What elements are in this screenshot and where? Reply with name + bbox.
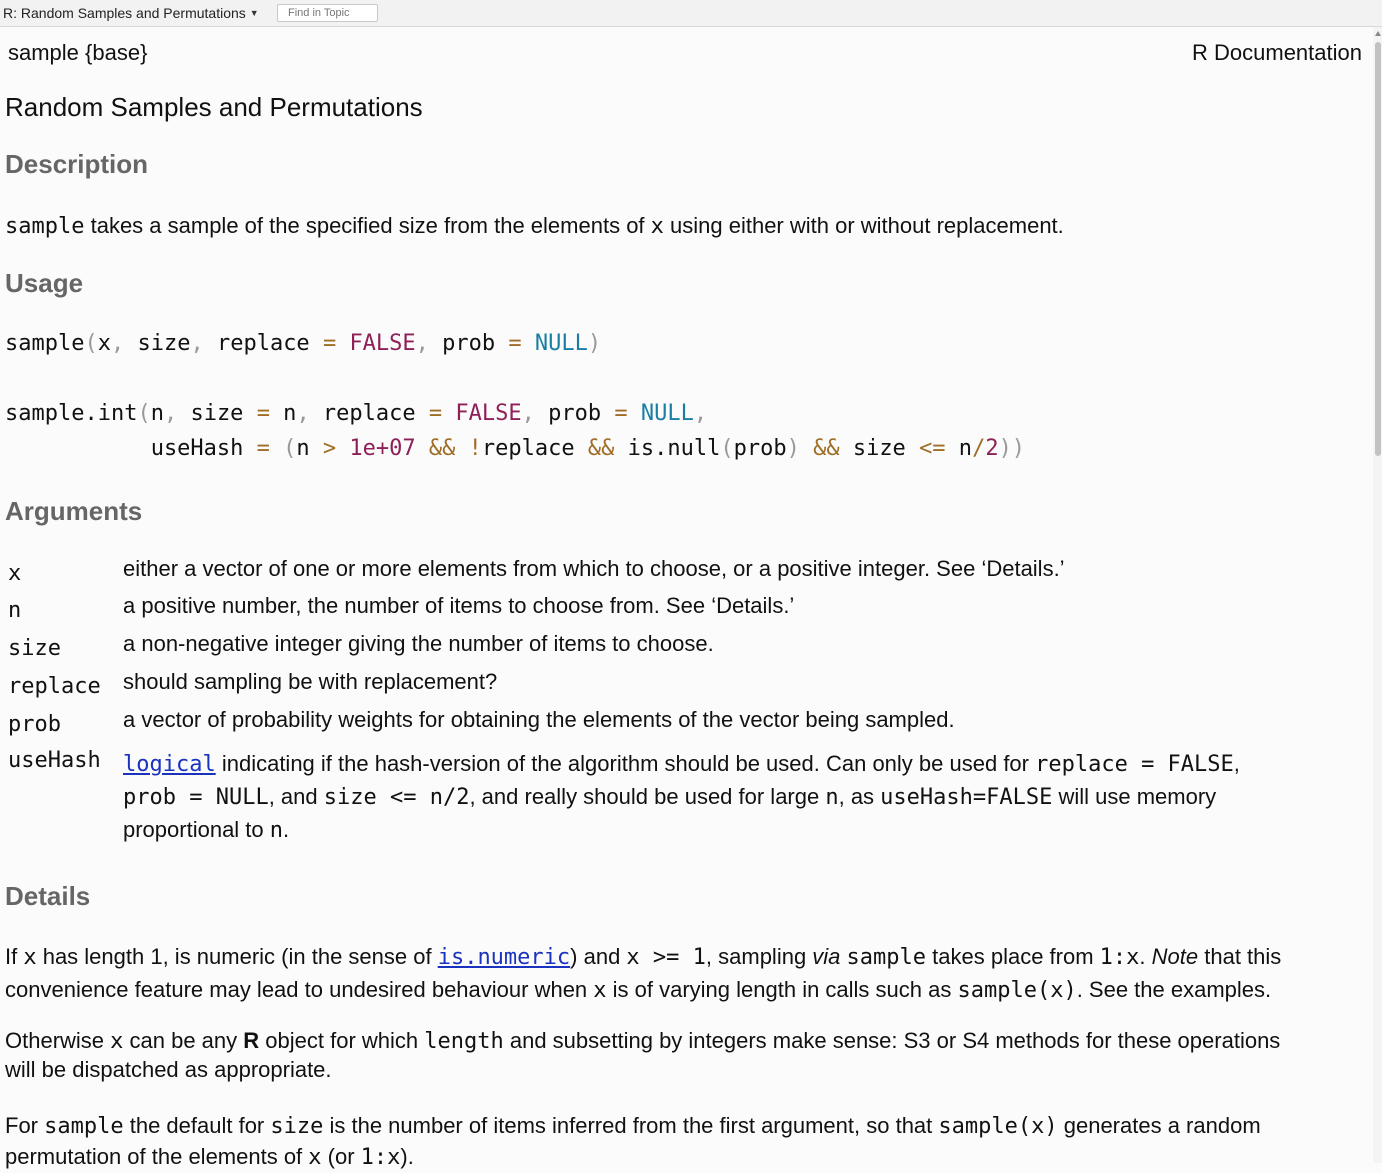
section-arguments-heading: Arguments — [5, 496, 143, 526]
argument-desc: a positive number, the number of items to choose from. See ‘Details.’ — [123, 593, 795, 618]
doc-header — [8, 40, 1362, 66]
usage-code-sample-int-cont: useHash = (n > 1e+07 && !replace && is.null(prob) && size <= n/2)) — [5, 436, 1026, 461]
scrollbar-thumb[interactable] — [1375, 42, 1381, 456]
argument-desc: logical indicating if the hash-version of the algorithm should be used. Can only be used for replace = FALSE, prob = NULL, and size <= n/2, and really should be used for large n, as useHash=FALSE will use memory proportional to n. — [123, 751, 1240, 843]
usage-code-sample-int: sample.int(n, size = n, replace = FALSE, prob = NULL, — [5, 401, 708, 426]
argument-name: replace — [8, 674, 101, 699]
logical-link[interactable]: logical — [123, 752, 216, 777]
topic-select[interactable] — [3, 5, 259, 21]
argument-name: n — [8, 598, 22, 623]
topic-select-label: R: Random Samples and Permutations — [3, 5, 246, 21]
details-paragraph-1: If x has length 1, is numeric (in the sense of is.numeric) and x >= 1, sampling via sample takes place from 1:x. Note that this convenience feature may lead to undesired behaviour when x is of varying length in calls such as sample(x). See the examples. — [5, 944, 1282, 1003]
chevron-down-icon: ▼ — [249, 8, 259, 18]
details-paragraph-2: Otherwise x can be any R object for which length and subsetting by integers make sense: S3 or S4 methods for these operations will be dispatched as appropriate. — [5, 1028, 1281, 1082]
usage-code-sample: sample(x, size, replace = FALSE, prob = NULL) — [5, 331, 602, 356]
argument-name: useHash — [8, 748, 101, 773]
argument-name: prob — [8, 712, 61, 737]
argument-name: size — [8, 636, 61, 661]
argument-desc: a non-negative integer giving the number of items to choose. — [123, 631, 714, 656]
find-in-topic-input[interactable] — [277, 4, 378, 22]
section-description-heading: Description — [5, 149, 149, 179]
argument-name: x — [8, 561, 22, 586]
details-paragraph-3: For sample the default for size is the number of items inferred from the first argument, so that sample(x) generates a random permutation of the elements of x (or 1:x). — [5, 1113, 1261, 1170]
doc-package-label: sample {base} — [8, 40, 148, 65]
description-text: sample takes a sample of the specified size from the elements of x using either with or without replacement. — [5, 213, 1064, 239]
is-numeric-link[interactable]: is.numeric — [437, 945, 571, 970]
section-details-heading: Details — [5, 881, 91, 911]
help-toolbar — [0, 0, 1382, 27]
argument-desc: either a vector of one or more elements from which to choose, or a positive integer. See ‘Details.’ — [123, 556, 1065, 581]
argument-desc: a vector of probability weights for obtaining the elements of the vector being sampled. — [123, 707, 955, 732]
doc-source-label: R Documentation — [1192, 40, 1362, 65]
argument-desc: should sampling be with replacement? — [123, 669, 498, 694]
scroll-up-arrow-icon[interactable] — [1375, 31, 1381, 36]
page-title: Random Samples and Permutations — [5, 92, 423, 122]
section-usage-heading: Usage — [5, 268, 84, 298]
